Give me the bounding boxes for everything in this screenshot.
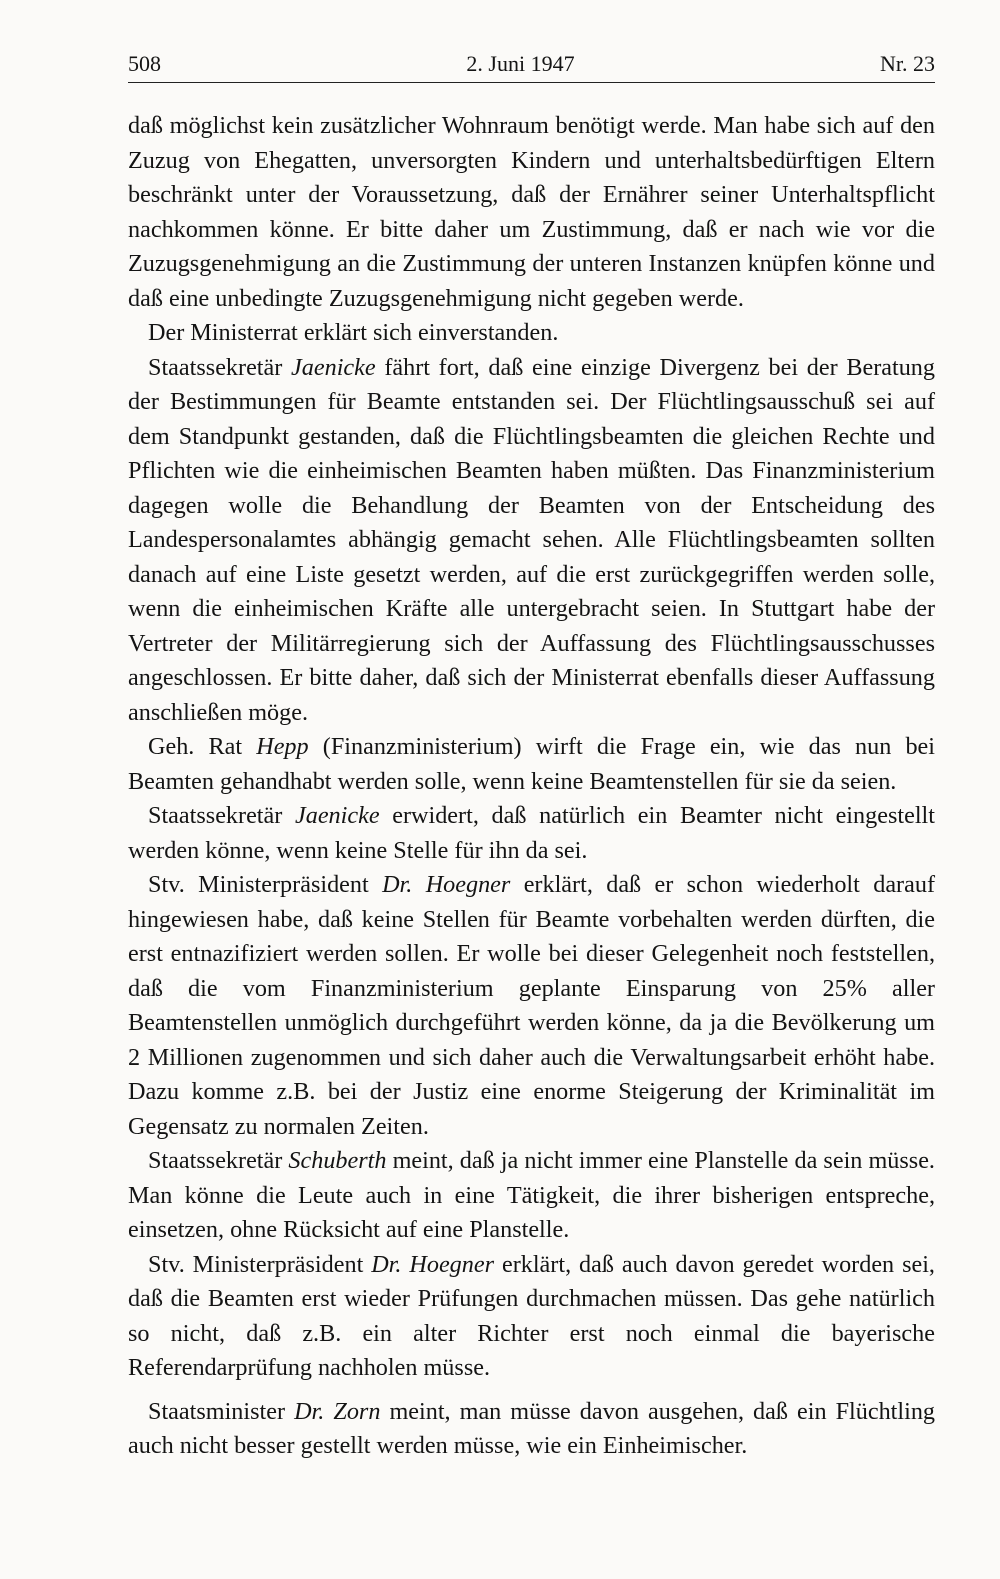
header-date: 2. Juni 1947 [466,51,575,76]
paragraph-7 [128,1144,935,1248]
paragraph-2 [128,316,935,351]
speaker-name: Dr. Hoegner [371,1250,495,1278]
speaker-title: Staatssekretär [148,802,295,829]
paragraph-text: (Finanzministerium) wirft die Frage ein, wie das nun bei Beamten gehandhabt werden solle, wenn keine Beamtenstellen für sie da seien. [128,733,935,795]
speaker-name: Jaenicke [291,353,376,381]
paragraph-text: erklärt, daß er schon wiederholt darauf hingewiesen habe, daß keine Stellen für Beamte vorbehalten werden dürften, die erst entnazifiziert werden sollen. Er wolle bei dieser Gelegenheit noch feststellen, daß die vom Finanzministerium geplante Einsparung von 25% aller Beamtenstellen unmöglich durchgeführt werden könne, da ja die Bevölkerung um 2 Millionen zugenommen und sich daher auch die Verwaltungsarbeit erhöht habe. Dazu komme z.B. bei der Justiz eine enorme Steigerung der Kriminalität im Gegensatz zu normalen Zeiten. [128,871,935,1140]
paragraph-9 [128,1395,935,1464]
issue-number: Nr. 23 [880,51,935,76]
paragraph-6 [128,868,935,1144]
paragraph-text: Der Ministerrat erklärt sich einverstanden. [148,319,559,346]
paragraph-text: erwidert, daß natürlich ein Beamter nicht eingestellt werden könne, wenn keine Stelle für ihn da sei. [128,802,935,864]
running-header [128,50,935,83]
paragraph-text: fährt fort, daß eine einzige Divergenz bei der Beratung der Bestimmungen für Beamte entstanden sei. Der Flüchtlingsausschuß sei auf dem Standpunkt gestanden, daß die Flüchtlingsbeamten die gleichen Rechte und Pflichten wie die einheimischen Beamten haben müßten. Das Finanzministerium dagegen wolle die Behandlung der Beamten von der Entscheidung des Landespersonalamtes abhängig gemacht sehen. Alle Flüchtlingsbeamten sollten danach auf eine Liste gesetzt werden, auf die erst zurückgegriffen werden solle, wenn die einheimischen Kräfte alle untergebracht seien. In Stuttgart habe der Vertreter der Militärregierung sich der Auffassung des Flüchtlingsausschusses angeschlossen. Er bitte daher, daß sich der Ministerrat ebenfalls dieser Auffassung anschließen möge. [128,353,935,726]
paragraph-4 [128,730,935,799]
paragraph-text: meint, daß ja nicht immer eine Planstelle da sein müsse. Man könne die Leute auch in eine Tätigkeit, die ihrer bisherigen entspreche, einsetzen, ohne Rücksicht auf eine Planstelle. [128,1147,935,1243]
speaker-title: Geh. Rat [148,733,257,760]
body-text [128,109,935,1464]
paragraph-1 [128,109,935,316]
speaker-name: Dr. Zorn [294,1397,381,1425]
speaker-name: Jaenicke [294,802,380,829]
page-number: 508 [128,51,161,76]
paragraph-text: meint, man müsse davon ausgehen, daß ein Flüchtling auch nicht besser gestellt werden müsse, wie ein Einheimischer. [128,1397,936,1459]
paragraph-text: erklärt, daß auch davon geredet worden sei, daß die Beamten erst wieder Prüfungen durchmachen müssen. Das gehe natürlich so nicht, daß z.B. ein alter Richter erst noch einmal die bayerische Referendarprüfung nachholen müsse. [128,1250,935,1381]
speaker-title: Staatssekretär [148,353,292,381]
speaker-title: Staatsminister [148,1397,295,1425]
paragraph-5 [128,799,935,868]
paragraph-3 [128,351,935,731]
speaker-title: Stv. Ministerpräsident [148,1250,372,1278]
paragraph-text: daß möglichst kein zusätzlicher Wohnraum benötigt werde. Man habe sich auf den Zuzug von Ehegatten, unversorgten Kindern und unterhaltsbedürftigen Eltern beschränkt unter der Voraussetzung, daß der Ernährer seiner Unterhaltspflicht nachkommen könne. Er bitte daher um Zustimmung, daß er nach wie vor die Zuzugsgenehmigung an die Zustimmung der unteren Instanzen knüpfen könne und daß eine unbedingte Zuzugsgenehmigung nicht gegeben werde. [128,112,935,312]
speaker-name: Hepp [256,733,309,760]
speaker-title: Stv. Ministerpräsident [148,871,383,898]
speaker-title: Staatssekretär [148,1147,289,1174]
paragraph-8 [128,1248,935,1386]
speaker-name: Dr. Hoegner [382,871,511,898]
speaker-name: Schuberth [288,1147,387,1174]
